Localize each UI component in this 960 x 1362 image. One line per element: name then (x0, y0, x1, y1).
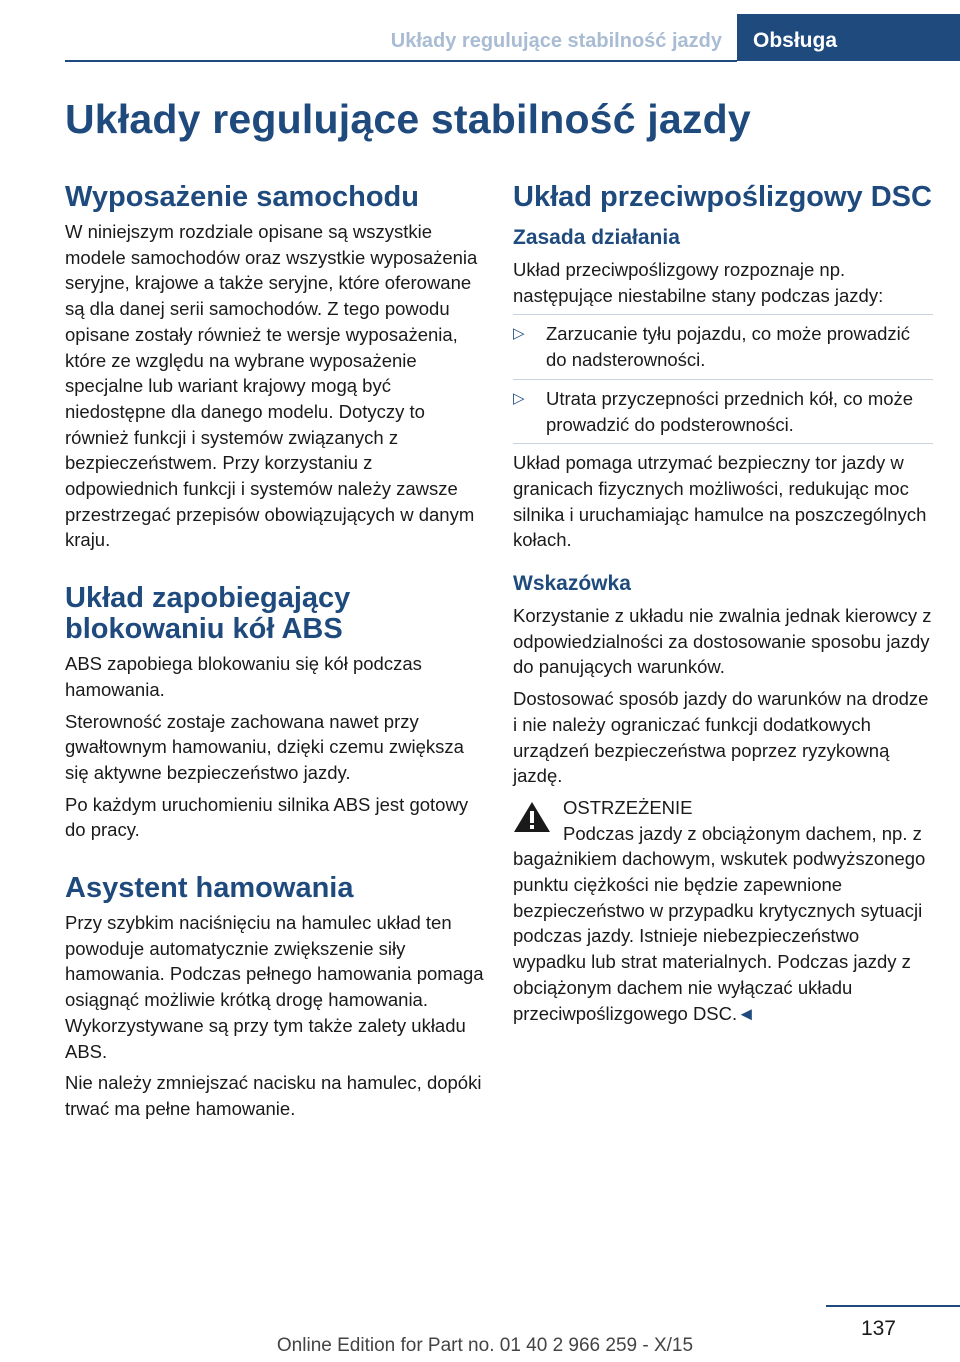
heading-brake-assist: Asystent hamowania (65, 872, 354, 905)
paragraph-dsc-after: Układ pomaga utrzymać bezpieczny tor jazdy w granicach fizycznych możliwości, redukując moc silnika i uruchamiając hamulce na poszczególnych kołach. (513, 452, 927, 551)
triangle-bullet-icon: ▷ (513, 325, 525, 343)
right-column (513, 182, 933, 1026)
heading-equipment: Wyposażenie samochodu (65, 181, 419, 213)
paragraph-equipment: W niniejszym rozdziale opisane są wszystkie modele samochodów oraz wszystkie wyposażenia seryjne, krajowe a także seryjne, które oferowane są dla danej serii samochodów. Z tego powodu opisane zostały również te wersje wyposażenia, które ze względu na wybrane wyposażenie specjalne lub wariant krajowy mogą być niedostępne dla danego modelu. Dotyczy to również funkcji i systemów związanych z bezpieczeństwem. Przy korzystaniu z odpowiednich funkcji i systemów należy zawsze przestrzegać przepisów obowiązujących w danym kraju. (65, 221, 478, 551)
paragraph-hint-1: Korzystanie z układu nie zwalnia jednak kierowcy z odpowiedzialności za dostosowanie sposobu jazdy do panujących warunków. (513, 605, 932, 678)
triangle-bullet-icon: ▷ (513, 389, 525, 407)
bullet-divider (513, 379, 933, 380)
warning-triangle-icon (513, 801, 551, 833)
list-item-text: Zarzucanie tyłu pojazdu, co może prowadzić do nadsterowności. (546, 323, 911, 371)
paragraph-dsc-intro: Układ przeciwpoślizgowy rozpoznaje np. następujące niestabilne stany podczas jazdy: (513, 259, 884, 306)
subheading-principle: Zasada działania (513, 226, 680, 249)
list-item (513, 321, 933, 372)
header-chapter-tab: Obsługa (737, 14, 960, 61)
list-item-text: Utrata przyczepności przednich kół, co może prowadzić do podsterowności. (546, 387, 914, 435)
paragraph-abs-2: Sterowność zostaje zachowana nawet przy gwałtownym hamowaniu, dzięki czemu zwiększa się aktywne bezpieczeństwo jazdy. (65, 710, 464, 783)
subheading-hint: Wskazówka (513, 572, 631, 596)
heading-abs: Układ zapobiegający blokowaniu kół ABS (65, 582, 351, 646)
heading-dsc: Układ przeciwpoślizgowy DSC (513, 181, 932, 213)
warning-title: OSTRZEŻENIE (563, 796, 693, 818)
page-number: 137 (860, 1317, 896, 1340)
header-rule (65, 60, 737, 62)
paragraph-hint-2: Dostosować sposób jazdy do warunków na drodze i nie należy ograniczać funkcji dodatkowych urządzeń bezpieczeństwa poprzez ryzykowną jazdę. (513, 688, 929, 787)
warning-box (513, 795, 933, 1026)
bullet-divider (513, 314, 933, 315)
end-mark-icon: ◄ (737, 1002, 756, 1024)
paragraph-abs-1: ABS zapobiega blokowaniu się kół podczas hamowania. (65, 653, 422, 700)
paragraph-brake-assist-2: Nie należy zmniejszać nacisku na hamulec, dopóki trwać ma pełne hamowanie. (65, 1072, 482, 1119)
page-title: Układy regulujące stabilność jazdy (65, 96, 751, 142)
header-section-title: Układy regulujące stabilność jazdy (390, 30, 722, 52)
list-item (513, 386, 933, 437)
paragraph-brake-assist-1: Przy szybkim naciśnięciu na hamulec układ ten powoduje automatycznie zwiększenie siły hamowania. Podczas pełnego hamowania pomaga osiągnąć możliwie krótką drogę hamowania. Wykorzystywane są przy tym także zalety układu ABS. (65, 912, 484, 1062)
bullet-divider (513, 443, 933, 444)
left-column (65, 182, 485, 1122)
edition-line: Online Edition for Part no. 01 40 2 966 259 - X/15 (276, 1335, 694, 1356)
paragraph-abs-3: Po każdym uruchomieniu silnika ABS jest gotowy do pracy. (65, 793, 469, 841)
warning-text: Podczas jazdy z obciążonym dachem, np. z bagażnikiem dachowym, wskutek podwyższonego punktu ciężkości nie będzie zapewnione bezpieczeństwo w przypadku krytycznych sytuacji podczas jazdy. Istnieje niebezpieczeństwo wypadku lub strat materialnych. Podczas jazdy z obciążonym dachem nie wyłączać układu przeciwpoślizgowego DSC.◄ (513, 822, 926, 1024)
footer-rule (826, 1305, 960, 1307)
